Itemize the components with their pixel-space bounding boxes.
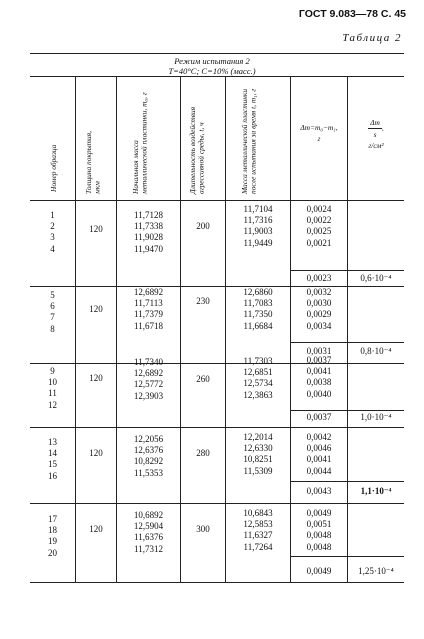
initial-mass-values: 11,7128 11,7338 11,9028 11,9470	[134, 210, 163, 254]
specific-loss-value: 0,8·10⁻⁴	[360, 346, 392, 356]
thickness-value: 120	[89, 304, 103, 314]
time-value: 200	[196, 221, 210, 231]
table-bottom-rule	[30, 582, 404, 583]
initial-mass-values: 10,6892 12,5904 11,6376 11,7312	[133, 510, 164, 554]
thickness-value: 120	[89, 373, 103, 383]
column-rule	[180, 76, 181, 582]
sample-numbers: 17 18 19 20	[48, 514, 57, 558]
final-mass-values: 12,2014 12,6330 10,8251 11,5309	[243, 432, 273, 476]
column-header-exposure-time: Длительность воздействия агрессивной среды, t, ч	[188, 106, 206, 194]
table-title: Таблица 2	[342, 32, 402, 44]
initial-mass-values: 12,2056 12,6376 10,8292 11,5353	[133, 434, 164, 478]
mass-loss-values: 0,0024 0,0022 0,0025 0,0021	[306, 204, 332, 248]
time-value: 280	[196, 448, 210, 458]
column-header-final-mass: Масса металлической пластинки после испытания за время t, m₁, г	[240, 88, 258, 194]
column-rule	[347, 76, 348, 582]
final-mass-values: 10,6843 12,5853 11,6327 11,7264	[243, 508, 273, 552]
column-rule	[75, 76, 76, 582]
thickness-value: 120	[89, 524, 103, 534]
fraction-numerator: Δm	[368, 117, 382, 129]
fraction-comma: ,	[381, 123, 384, 133]
column-header-sample: Номер образца	[49, 144, 58, 192]
fraction-denominator: s	[373, 130, 377, 140]
mass-loss-formula: Δm=m₀−m₁,	[300, 123, 338, 132]
column-header-mass-loss	[291, 122, 347, 144]
thickness-value: 120	[89, 224, 103, 234]
column-header-initial-mass: Начальная масса металлической пластинки, m₀, г	[131, 92, 149, 194]
specific-loss-fraction	[368, 117, 382, 140]
mass-loss-values: 0,0042 0,0046 0,0041 0,0044	[306, 432, 332, 476]
column-header-thickness: Толщина покрытия, мкм	[84, 131, 102, 194]
time-value: 260	[196, 374, 210, 384]
time-value: 230	[196, 296, 210, 306]
mass-loss-values: 0,0032 0,0030 0,0029 0,0034	[306, 287, 332, 331]
test-regime-title: Режим испытания 2	[174, 56, 250, 66]
table-top-rule	[30, 53, 404, 54]
final-mass-values: 11,7303 12,6851 12,5734 12,3863	[243, 356, 273, 400]
column-header-specific-loss	[348, 117, 404, 152]
time-value: 300	[196, 524, 210, 534]
mass-loss-mean: 0,0023	[306, 273, 332, 283]
standard-header: ГОСТ 9.083—78 С. 45	[298, 8, 406, 20]
mass-loss-mean: 0,0031	[306, 346, 332, 356]
mass-loss-values: 0,0037 0,0041 0,0038 0,0040	[306, 355, 332, 399]
mass-loss-mean: 0,0049	[306, 566, 332, 576]
final-mass-values: 11,7104 11,7316 11,9003 11,9449	[243, 204, 273, 248]
specific-loss-value: 0,6·10⁻⁴	[360, 273, 392, 283]
specific-loss-value: 1,0·10⁻⁴	[360, 412, 392, 422]
sample-numbers: 1 2 3 4	[50, 210, 55, 254]
final-mass-values: 12,6860 11,7083 11,7350 11,6684	[243, 287, 273, 331]
sample-numbers: 9 10 11 12	[48, 366, 57, 410]
mass-loss-unit: г	[317, 134, 321, 144]
mass-loss-values: 0,0049 0,0051 0,0048 0,0048	[306, 508, 332, 552]
sample-numbers: 13 14 15 16	[48, 437, 57, 481]
initial-mass-values: 11,7340 12,6892 12,5772 12,3903	[133, 357, 164, 401]
thickness-value: 120	[89, 448, 103, 458]
specific-loss-value: 1,1·10⁻⁴	[360, 486, 392, 496]
test-regime-conditions: T=40°C; C=10% (масс.)	[168, 66, 256, 76]
specific-loss-unit: г/см²	[368, 141, 384, 151]
sample-numbers: 5 6 7 8	[50, 290, 55, 334]
specific-loss-value: 1,25·10⁻⁴	[358, 566, 394, 576]
mass-loss-mean: 0,0043	[306, 486, 332, 496]
mass-loss-mean: 0,0037	[306, 412, 332, 422]
initial-mass-values: 12,6892 11,7113 11,7379 11,6718	[133, 287, 164, 331]
